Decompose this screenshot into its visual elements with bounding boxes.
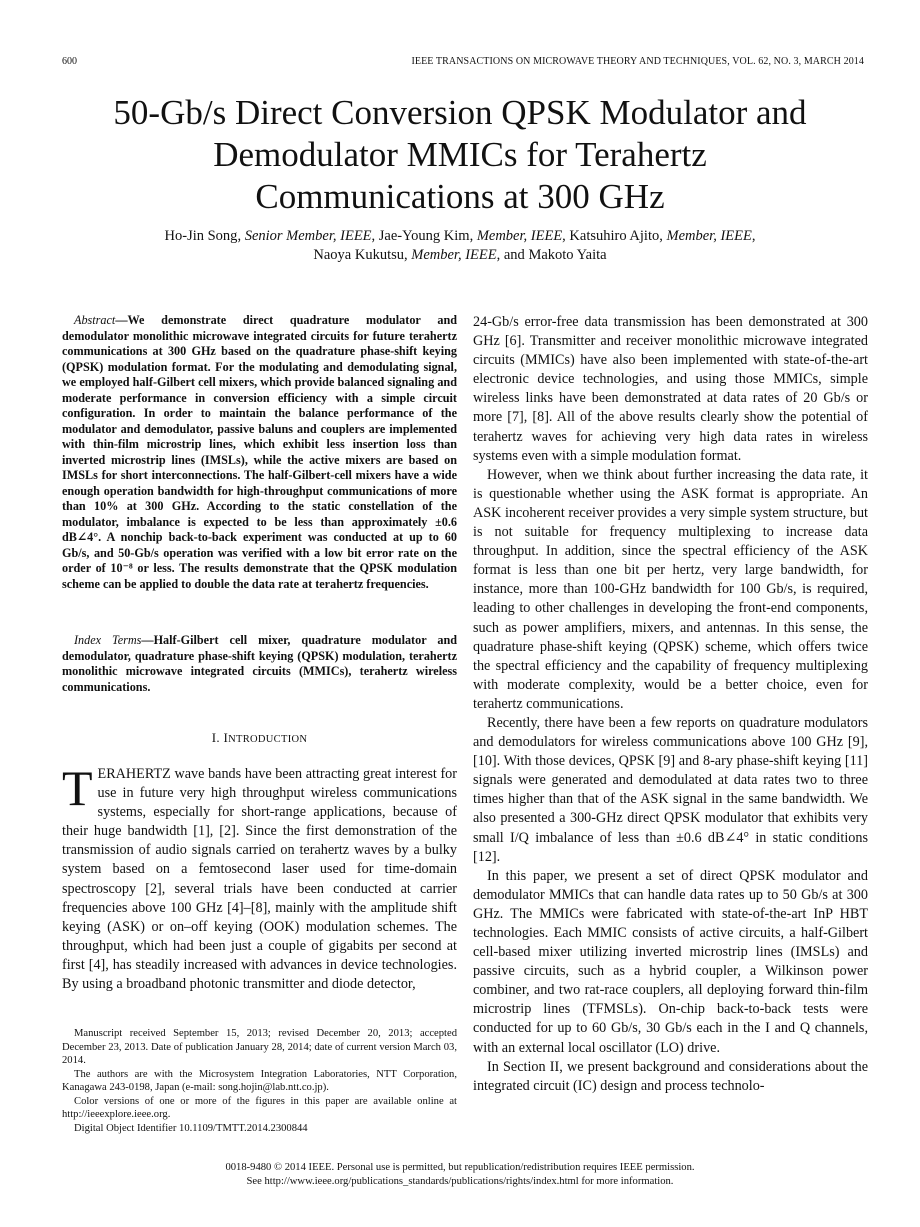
footnotes <box>62 1027 457 1135</box>
running-head: IEEE TRANSACTIONS ON MICROWAVE THEORY AND TECHNIQUES, VOL. 62, NO. 3, MARCH 2014 <box>411 56 864 67</box>
index-terms <box>62 633 457 695</box>
section-heading <box>62 730 457 746</box>
section-title-rest: NTRODUCTION <box>228 734 308 745</box>
title-line: Communications at 300 GHz <box>255 177 665 216</box>
footnote: Manuscript received September 15, 2013; revised December 20, 2013; accepted December 23, 2013. Date of publication January 28, 2014; date of current version March 03, 2014. <box>62 1028 457 1066</box>
title-line: 50-Gb/s Direct Conversion QPSK Modulator and <box>113 93 807 132</box>
author-role: Member, IEEE <box>666 228 752 244</box>
drop-cap: T <box>62 760 93 816</box>
author-name: Katsuhiro Ajito <box>569 228 660 244</box>
author-role: Member, IEEE <box>476 228 563 244</box>
abstract-lead: Abstract <box>74 313 116 327</box>
body-paragraph: Recently, there have been a few reports on quadrature modulators and demodulators for wireless communications above 100 GHz [9], [10]. With those devices, QPSK [9] and 8-ary phase-shift keying [11] signals were generated and demodulated at data rates two to three times higher than that of the ASK signal in the same bandwidth. We also presented a 300-GHz direct QPSK modulator that exhibits very small I/Q imbalance of less than ±0.6 dB∠4° in static conditions [12]. <box>473 714 868 865</box>
author-name: Jae-Young Kim <box>378 228 470 244</box>
title-line: Demodulator MMICs for Terahertz <box>213 135 707 174</box>
author-role: Member, IEEE <box>411 247 497 263</box>
paper-title <box>40 92 880 218</box>
index-terms-lead: Index Terms <box>74 633 142 647</box>
copyright-line: 0018-9480 © 2014 IEEE. Personal use is permitted, but republication/redistribution requires IEEE permission. <box>225 1162 695 1173</box>
index-terms-body: —Half-Gilbert cell mixer, quadrature modulator and demodulator, quadrature phase-shift keying (QPSK) modulation, terahertz monolithic microwave integrated circuits (MMICs), terahertz wireless communications. <box>62 633 458 694</box>
body-paragraph: In Section II, we present background and considerations about the integrated circuit (IC) design and process technolo- <box>473 1058 868 1094</box>
page-number: 600 <box>62 56 77 67</box>
body-paragraph: In this paper, we present a set of direct QPSK modulator and demodulator MMICs that can handle data rates up to 50 Gb/s at 300 GHz. The MMICs were fabricated with state-of-the-art InP HBT technologies. Each MMIC consists of active circuits, a half-Gilbert cell-based mixer utilizing inverted microstrip lines (IMSLs) and passive circuits, such as a hybrid coupler, a Wilkinson power combiner, and two rat-race couplers, all deploying forward thin-film microstrip lines (TFMSLs). On-chip back-to-back tests were conducted for up to 60 Gb/s, 30 Gb/s each in the I and Q channels, with an external local oscillator (LO) drive. <box>473 867 868 1056</box>
author-name: Makoto Yaita <box>528 247 607 263</box>
author-name: Naoya Kukutsu <box>313 247 405 263</box>
intro-body: wave bands have been attracting great interest for use in future very high throughput wireless communications systems, especially for short-range applications, because of their huge bandwidth [1], [2]. Since the first demonstration of the transmission of audio signals carried on terahertz waves by a bulky system based on a femtosecond laser used for time-domain spectroscopy [2], several trials have been conducted at carrier frequencies above 100 GHz [4]–[8], mainly with the amplitude shift keying (ASK) or on–off keying (OOK) modulation schemes. The throughput, which had been just a couple of gigabits per second at first [4], has steadily increased with advances in device technologies. By using a broadband photonic transmitter and diode detector, <box>62 766 457 993</box>
intro-paragraph <box>62 760 457 994</box>
body-paragraph: However, when we think about further increasing the data rate, it is questionable whether using the ASK format is appropriate. An ASK incoherent receiver provides a very simple system structure, but is not suitable for frequency multiplexing to increase data throughput. In addition, since the spectral efficiency of the ASK format is less than one bit per hertz, very large bandwidth, for instance, more than 100-GHz bandwidth for 100 Gb/s, is required, leading to other challenges in developing the front-end components, such as power amplifiers, mixers, and antennas. In this sense, the quadrature phase-shift keying (QPSK) scheme, which offers twice the spectral efficiency and the capability of frequency multiplexing with moderate complexity, would be a better choice, even for terahertz communications. <box>473 466 868 712</box>
intro-first-word: ERAHERTZ <box>97 766 171 782</box>
body-text-right-column <box>473 313 868 1096</box>
abstract-body: —We demonstrate direct quadrature modulator and demodulator monolithic microwave integrated circuits for future terahertz communications at 300 GHz based on the quadrature phase-shift keying (QPSK) modulation format. For the modulating and demodulating signal, we employed half-Gilbert cell mixers, which provide balanced signaling and moderate performance in conversion efficiency with a simple circuit configuration. In order to maintain the balance performance of the modulator and demodulator, passive baluns and couplers are implemented with thin-film microstrip lines, which exhibit less insertion loss than inverted microstrip lines (IMSLs), while the active mixers are based on IMSLs for short interconnections. The half-Gilbert-cell mixers have a wide enough operation bandwidth for high-throughput communications of more than 10% at 300 GHz. According to the static constellation of the modulator, imbalance is expected to be less than approximately ±0.6 dB∠4°. A nonchip back-to-back experiment was conducted at up to 60 Gb/s, and 50-Gb/s operation was verified with a low bit error rate on the order of 10⁻⁸ or less. The results demonstrate that the QPSK modulation scheme can be applied to double the data rate at terahertz frequencies. <box>62 313 457 591</box>
abstract <box>62 313 457 592</box>
copyright-line: See http://www.ieee.org/publications_standards/publications/rights/index.html for more information. <box>246 1176 674 1187</box>
author-list: Ho-Jin Song, Senior Member, IEEE, Jae-Young Kim, Member, IEEE, Katsuhiro Ajito, Member, IEEE, Naoya Kukutsu, Member, IEEE, and Makoto Yaita <box>164 228 756 263</box>
copyright-notice <box>60 1161 860 1189</box>
body-paragraph: 24-Gb/s error-free data transmission has been demonstrated at 300 GHz [6]. Transmitter and receiver monolithic microwave integrated circuits (MMICs) have also been implemented with state-of-the-art electronic device technologies, and using those MMICs, simple wireless links have been demonstrated at data rates of 20 Gb/s or more [7], [8]. All of the above results clearly show the potential of terahertz waves for achieving very high data rates in wireless systems even with a simple modulation format. <box>473 314 868 464</box>
footnote: The authors are with the Microsystem Integration Laboratories, NTT Corporation, Kanagawa 243-0198, Japan (e-mail: song.hojin@lab.ntt.co.jp). <box>62 1068 457 1093</box>
author-conjunction: and <box>503 247 525 263</box>
section-title-initial: I <box>223 730 229 745</box>
footnote: Color versions of one or more of the figures in this paper are available online at http://ieeexplore.ieee.org. <box>62 1095 457 1120</box>
author-name: Ho-Jin Song <box>164 228 238 244</box>
author-role: Senior Member, IEEE <box>244 228 372 244</box>
footnote: Digital Object Identifier 10.1109/TMTT.2014.2300844 <box>74 1122 308 1134</box>
section-number: I. <box>211 730 220 745</box>
